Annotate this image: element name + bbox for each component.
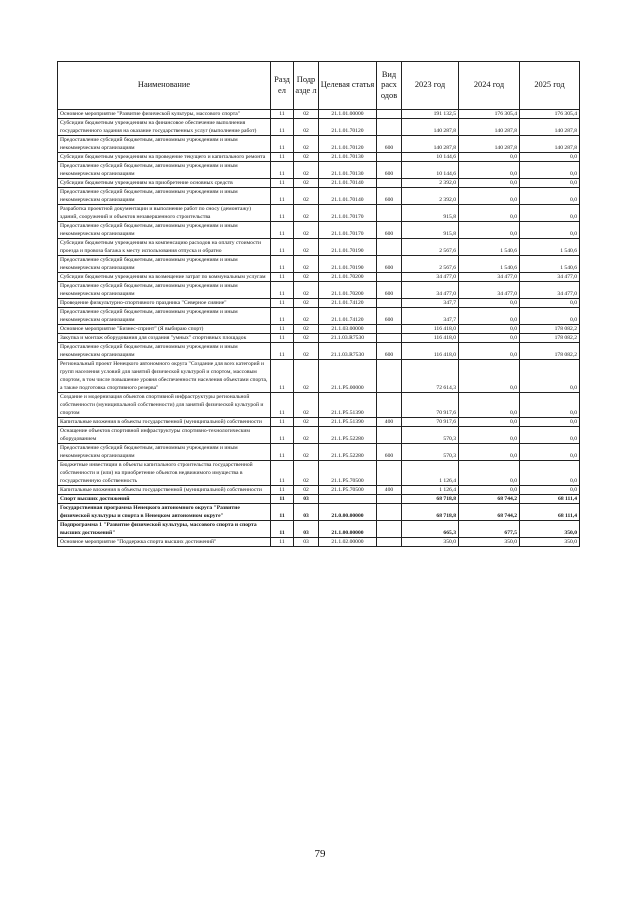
row-target-cell: 21.1.03.R7530 xyxy=(319,334,377,343)
col-header-expense-type: Вид расх одов xyxy=(377,62,402,110)
row-section-cell: 11 xyxy=(271,282,294,299)
row-2023-cell: 350,0 xyxy=(402,538,459,547)
row-expense-cell xyxy=(377,393,402,418)
row-subsection-cell: 02 xyxy=(294,179,319,188)
row-subsection-cell: 02 xyxy=(294,360,319,393)
row-target-cell: 21.1.P5.51390 xyxy=(319,418,377,427)
row-expense-cell: 400 xyxy=(377,486,402,495)
row-name-cell: Предоставление субсидий бюджетным, автономным учреждениям и иным некоммерческим организациям xyxy=(58,222,271,239)
table-row xyxy=(58,504,580,521)
row-name-cell: Капитальные вложения в объекты государственной (муниципальной) собственности xyxy=(58,418,271,427)
table-row xyxy=(58,486,580,495)
table-row xyxy=(58,444,580,461)
row-2024-cell: 0,0 xyxy=(459,486,520,495)
row-name-cell: Субсидии бюджетным учреждениям на проведение текущего и капитального ремонта xyxy=(58,153,271,162)
row-section-cell: 11 xyxy=(271,360,294,393)
budget-table-sheet xyxy=(57,61,579,547)
row-section-cell: 11 xyxy=(271,110,294,119)
row-section-cell: 11 xyxy=(271,504,294,521)
row-2024-cell: 140 287,8 xyxy=(459,119,520,136)
row-section-cell: 11 xyxy=(271,427,294,444)
row-name-cell: Закупка и монтаж оборудования для создания "умных" спортивных площадок xyxy=(58,334,271,343)
table-row xyxy=(58,427,580,444)
row-subsection-cell: 02 xyxy=(294,256,319,273)
row-2025-cell: 0,0 xyxy=(520,444,580,461)
table-row xyxy=(58,273,580,282)
row-2025-cell: 0,0 xyxy=(520,205,580,222)
row-2024-cell: 0,0 xyxy=(459,299,520,308)
row-name-cell: Бюджетные инвестиции в объекты капитального строительства государственной собственности и (или) на приобретение объектов недвижимого имущества в государственную собственность xyxy=(58,461,271,486)
row-name-cell: Предоставление субсидий бюджетным, автономным учреждениям и иным некоммерческим организациям xyxy=(58,136,271,153)
row-2024-cell: 0,0 xyxy=(459,179,520,188)
row-2023-cell: 570,3 xyxy=(402,444,459,461)
row-name-cell: Капитальные вложения в объекты государственной (муниципальной) собственности xyxy=(58,486,271,495)
row-section-cell: 11 xyxy=(271,444,294,461)
row-2023-cell: 140 287,8 xyxy=(402,119,459,136)
row-expense-cell: 600 xyxy=(377,162,402,179)
row-section-cell: 11 xyxy=(271,334,294,343)
row-2025-cell: 140 287,8 xyxy=(520,119,580,136)
row-subsection-cell: 02 xyxy=(294,110,319,119)
row-expense-cell: 600 xyxy=(377,343,402,360)
row-target-cell: 21.1.01.70130 xyxy=(319,153,377,162)
row-2023-cell: 34 477,0 xyxy=(402,273,459,282)
row-section-cell: 11 xyxy=(271,538,294,547)
row-2025-cell: 350,0 xyxy=(520,538,580,547)
row-2024-cell: 140 287,8 xyxy=(459,136,520,153)
table-row xyxy=(58,334,580,343)
row-subsection-cell: 02 xyxy=(294,444,319,461)
row-2024-cell: 34 477,0 xyxy=(459,282,520,299)
col-header-name: Наименование xyxy=(58,62,271,110)
row-target-cell: 21.1.01.70170 xyxy=(319,205,377,222)
row-2025-cell: 1 540,6 xyxy=(520,239,580,256)
page-number: 79 xyxy=(314,848,326,860)
row-expense-cell xyxy=(377,273,402,282)
row-subsection-cell: 02 xyxy=(294,239,319,256)
row-2023-cell: 665,3 xyxy=(402,521,459,538)
row-target-cell: 21.1.01.70140 xyxy=(319,179,377,188)
row-2025-cell: 0,0 xyxy=(520,188,580,205)
row-expense-cell: 600 xyxy=(377,136,402,153)
row-section-cell: 11 xyxy=(271,495,294,504)
row-section-cell: 11 xyxy=(271,162,294,179)
row-target-cell: 21.1.01.70120 xyxy=(319,136,377,153)
row-subsection-cell: 02 xyxy=(294,273,319,282)
table-row xyxy=(58,239,580,256)
row-2023-cell: 347,7 xyxy=(402,299,459,308)
row-2023-cell: 116 418,0 xyxy=(402,325,459,334)
row-2023-cell: 570,3 xyxy=(402,427,459,444)
row-subsection-cell: 02 xyxy=(294,136,319,153)
row-subsection-cell: 02 xyxy=(294,188,319,205)
table-row xyxy=(58,222,580,239)
row-name-cell: Субсидии бюджетным учреждениям на финансовое обеспечение выполнения государственного задания на оказание государственных услуг (выполнение работ) xyxy=(58,119,271,136)
row-2023-cell: 1 126,4 xyxy=(402,486,459,495)
row-expense-cell: 600 xyxy=(377,282,402,299)
row-2025-cell: 0,0 xyxy=(520,486,580,495)
row-subsection-cell: 02 xyxy=(294,325,319,334)
row-expense-cell xyxy=(377,325,402,334)
row-2023-cell: 2 392,0 xyxy=(402,188,459,205)
row-name-cell: Предоставление субсидий бюджетным, автономным учреждениям и иным некоммерческим организациям xyxy=(58,282,271,299)
row-2024-cell: 0,0 xyxy=(459,162,520,179)
row-2023-cell: 68 718,8 xyxy=(402,504,459,521)
row-section-cell: 11 xyxy=(271,179,294,188)
row-2024-cell: 0,0 xyxy=(459,444,520,461)
row-expense-cell xyxy=(377,179,402,188)
row-2024-cell: 0,0 xyxy=(459,222,520,239)
row-section-cell: 11 xyxy=(271,343,294,360)
row-2025-cell: 0,0 xyxy=(520,153,580,162)
row-expense-cell: 400 xyxy=(377,418,402,427)
row-target-cell xyxy=(319,495,377,504)
row-name-cell: Спорт высших достижений xyxy=(58,495,271,504)
row-2025-cell: 0,0 xyxy=(520,360,580,393)
row-2025-cell: 34 477,0 xyxy=(520,273,580,282)
row-2025-cell: 1 540,6 xyxy=(520,256,580,273)
row-target-cell: 21.0.00.00000 xyxy=(319,504,377,521)
row-subsection-cell: 02 xyxy=(294,205,319,222)
row-target-cell: 21.1.01.70170 xyxy=(319,222,377,239)
row-subsection-cell: 03 xyxy=(294,495,319,504)
row-subsection-cell: 03 xyxy=(294,538,319,547)
row-target-cell: 21.1.03.R7530 xyxy=(319,343,377,360)
row-target-cell: 21.1.02.00000 xyxy=(319,538,377,547)
row-2025-cell: 34 477,0 xyxy=(520,282,580,299)
row-2024-cell: 1 540,6 xyxy=(459,239,520,256)
row-2024-cell: 0,0 xyxy=(459,427,520,444)
row-2024-cell: 0,0 xyxy=(459,360,520,393)
row-name-cell: Оснащение объектов спортивной инфраструктуры спортивно-технологическим оборудованием xyxy=(58,427,271,444)
row-subsection-cell: 02 xyxy=(294,308,319,325)
row-target-cell: 21.1.01.70200 xyxy=(319,273,377,282)
row-name-cell: Предоставление субсидий бюджетным, автономным учреждениям и иным некоммерческим организациям xyxy=(58,444,271,461)
row-target-cell: 21.1.01.70200 xyxy=(319,282,377,299)
row-section-cell: 11 xyxy=(271,418,294,427)
row-name-cell: Разработка проектной документации и выполнение работ по сносу (демонтажу) зданий, сооружений и объектов незавершенного строительства xyxy=(58,205,271,222)
row-target-cell: 21.1.P5.51390 xyxy=(319,393,377,418)
row-section-cell: 11 xyxy=(271,119,294,136)
row-2023-cell: 116 418,0 xyxy=(402,334,459,343)
row-name-cell: Предоставление субсидий бюджетным, автономным учреждениям и иным некоммерческим организациям xyxy=(58,256,271,273)
row-target-cell: 21.1.01.74120 xyxy=(319,299,377,308)
row-target-cell: 21.1.P5.52280 xyxy=(319,427,377,444)
table-row xyxy=(58,179,580,188)
table-row xyxy=(58,538,580,547)
row-expense-cell xyxy=(377,461,402,486)
row-section-cell: 11 xyxy=(271,308,294,325)
table-row xyxy=(58,308,580,325)
row-name-cell: Подпрограмма 1 "Развитие физической культуры, массового спорта и спорта высших достижений" xyxy=(58,521,271,538)
row-expense-cell xyxy=(377,538,402,547)
col-header-target: Целевая статья xyxy=(319,62,377,110)
row-2023-cell: 116 418,0 xyxy=(402,343,459,360)
row-section-cell: 11 xyxy=(271,461,294,486)
row-target-cell: 21.1.01.70120 xyxy=(319,119,377,136)
row-expense-cell xyxy=(377,110,402,119)
row-2025-cell: 0,0 xyxy=(520,179,580,188)
row-section-cell: 11 xyxy=(271,299,294,308)
row-name-cell: Предоставление субсидий бюджетным, автономным учреждениям и иным некоммерческим организациям xyxy=(58,308,271,325)
row-subsection-cell: 03 xyxy=(294,504,319,521)
row-section-cell: 11 xyxy=(271,239,294,256)
col-header-section: Разд ел xyxy=(271,62,294,110)
row-name-cell: Проведение физкультурно-спортивного праздника "Северное сияние" xyxy=(58,299,271,308)
row-2023-cell: 70 917,6 xyxy=(402,393,459,418)
table-row xyxy=(58,205,580,222)
row-subsection-cell: 02 xyxy=(294,334,319,343)
table-row xyxy=(58,162,580,179)
table-row xyxy=(58,495,580,504)
row-target-cell: 21.1.01.70190 xyxy=(319,256,377,273)
row-expense-cell xyxy=(377,205,402,222)
table-row xyxy=(58,418,580,427)
row-section-cell: 11 xyxy=(271,486,294,495)
row-section-cell: 11 xyxy=(271,136,294,153)
row-expense-cell: 600 xyxy=(377,188,402,205)
row-expense-cell xyxy=(377,239,402,256)
row-2023-cell: 34 477,0 xyxy=(402,282,459,299)
row-name-cell: Основное мероприятие "Поддержка спорта высших достижений" xyxy=(58,538,271,547)
row-subsection-cell: 02 xyxy=(294,222,319,239)
row-2025-cell: 178 082,2 xyxy=(520,325,580,334)
row-2025-cell: 0,0 xyxy=(520,222,580,239)
row-section-cell: 11 xyxy=(271,222,294,239)
row-subsection-cell: 02 xyxy=(294,282,319,299)
row-name-cell: Создание и модернизация объектов спортивной инфраструктуры региональной собственности (муниципальной собственности) для занятий физической культурой и спортом xyxy=(58,393,271,418)
table-row xyxy=(58,110,580,119)
row-name-cell: Государственная программа Ненецкого автономного округа "Развитие физической культуры и спорта в Ненецком автономном округе" xyxy=(58,504,271,521)
row-expense-cell xyxy=(377,504,402,521)
row-2025-cell: 0,0 xyxy=(520,393,580,418)
row-target-cell: 21.1.P5.00000 xyxy=(319,360,377,393)
row-target-cell: 21.1.P5.70500 xyxy=(319,461,377,486)
row-2024-cell: 0,0 xyxy=(459,393,520,418)
row-expense-cell: 600 xyxy=(377,444,402,461)
row-2023-cell: 10 144,6 xyxy=(402,153,459,162)
row-target-cell: 21.1.01.70190 xyxy=(319,239,377,256)
table-row xyxy=(58,119,580,136)
row-2025-cell: 140 287,8 xyxy=(520,136,580,153)
row-subsection-cell: 02 xyxy=(294,393,319,418)
row-2024-cell: 0,0 xyxy=(459,188,520,205)
row-2025-cell: 178 082,2 xyxy=(520,343,580,360)
row-name-cell: Субсидии бюджетным учреждениям на компенсацию расходов на оплату стоимости проезда и провоза багажа к месту использования отпуска и обратно xyxy=(58,239,271,256)
row-2023-cell: 140 287,8 xyxy=(402,136,459,153)
row-section-cell: 11 xyxy=(271,273,294,282)
row-target-cell: 21.1.00.00000 xyxy=(319,521,377,538)
row-2025-cell: 68 111,4 xyxy=(520,504,580,521)
row-section-cell: 11 xyxy=(271,188,294,205)
row-2023-cell: 70 917,6 xyxy=(402,418,459,427)
row-name-cell: Основное мероприятие "Развитие физической культуры, массового спорта" xyxy=(58,110,271,119)
row-2024-cell: 68 744,2 xyxy=(459,495,520,504)
row-2023-cell: 2 567,6 xyxy=(402,256,459,273)
row-section-cell: 11 xyxy=(271,393,294,418)
row-name-cell: Субсидии бюджетным учреждениям на возмещение затрат по коммунальным услугам xyxy=(58,273,271,282)
row-2024-cell: 0,0 xyxy=(459,461,520,486)
row-2024-cell: 0,0 xyxy=(459,205,520,222)
row-expense-cell xyxy=(377,495,402,504)
row-subsection-cell: 02 xyxy=(294,343,319,360)
row-subsection-cell: 02 xyxy=(294,461,319,486)
row-name-cell: Субсидии бюджетным учреждениям на приобретение основных средств xyxy=(58,179,271,188)
row-target-cell: 21.1.03.00000 xyxy=(319,325,377,334)
row-expense-cell xyxy=(377,119,402,136)
row-2023-cell: 10 144,6 xyxy=(402,162,459,179)
row-2024-cell: 0,0 xyxy=(459,153,520,162)
table-row xyxy=(58,393,580,418)
row-expense-cell xyxy=(377,360,402,393)
row-2025-cell: 0,0 xyxy=(520,461,580,486)
table-header-row xyxy=(58,62,580,110)
row-2023-cell: 191 132,5 xyxy=(402,110,459,119)
row-subsection-cell: 02 xyxy=(294,418,319,427)
row-subsection-cell: 03 xyxy=(294,521,319,538)
col-header-2023: 2023 год xyxy=(402,62,459,110)
row-expense-cell: 600 xyxy=(377,222,402,239)
row-2025-cell: 176 305,4 xyxy=(520,110,580,119)
row-2025-cell: 0,0 xyxy=(520,418,580,427)
row-2024-cell: 0,0 xyxy=(459,308,520,325)
row-expense-cell: 600 xyxy=(377,256,402,273)
table-row xyxy=(58,282,580,299)
row-2023-cell: 2 567,6 xyxy=(402,239,459,256)
table-row xyxy=(58,299,580,308)
table-row xyxy=(58,360,580,393)
row-2024-cell: 68 744,2 xyxy=(459,504,520,521)
row-expense-cell xyxy=(377,299,402,308)
row-2023-cell: 68 718,8 xyxy=(402,495,459,504)
row-section-cell: 11 xyxy=(271,153,294,162)
table-row xyxy=(58,343,580,360)
table-row xyxy=(58,188,580,205)
col-header-subsection: Подр азде л xyxy=(294,62,319,110)
row-subsection-cell: 02 xyxy=(294,427,319,444)
row-expense-cell xyxy=(377,334,402,343)
row-subsection-cell: 02 xyxy=(294,486,319,495)
row-target-cell: 21.1.01.00000 xyxy=(319,110,377,119)
row-2023-cell: 2 392,0 xyxy=(402,179,459,188)
row-name-cell: Предоставление субсидий бюджетным, автономным учреждениям и иным некоммерческим организациям xyxy=(58,188,271,205)
row-2023-cell: 915,8 xyxy=(402,222,459,239)
row-target-cell: 21.1.P5.70500 xyxy=(319,486,377,495)
row-expense-cell xyxy=(377,521,402,538)
row-name-cell: Основное мероприятие "Бизнес-спринт" (Я выбираю спорт) xyxy=(58,325,271,334)
row-target-cell: 21.1.01.70140 xyxy=(319,188,377,205)
row-expense-cell: 600 xyxy=(377,308,402,325)
row-2023-cell: 915,8 xyxy=(402,205,459,222)
row-2025-cell: 68 111,4 xyxy=(520,495,580,504)
row-target-cell: 21.1.P5.52280 xyxy=(319,444,377,461)
row-subsection-cell: 02 xyxy=(294,299,319,308)
row-section-cell: 11 xyxy=(271,325,294,334)
row-subsection-cell: 02 xyxy=(294,119,319,136)
row-section-cell: 11 xyxy=(271,205,294,222)
row-2024-cell: 1 540,6 xyxy=(459,256,520,273)
row-2023-cell: 347,7 xyxy=(402,308,459,325)
row-2025-cell: 0,0 xyxy=(520,427,580,444)
row-expense-cell xyxy=(377,153,402,162)
table-row xyxy=(58,521,580,538)
table-row xyxy=(58,136,580,153)
row-2025-cell: 178 082,2 xyxy=(520,334,580,343)
row-2025-cell: 0,0 xyxy=(520,299,580,308)
row-2025-cell: 0,0 xyxy=(520,308,580,325)
row-2023-cell: 1 126,4 xyxy=(402,461,459,486)
row-2024-cell: 0,0 xyxy=(459,418,520,427)
row-2024-cell: 677,5 xyxy=(459,521,520,538)
col-header-2025: 2025 год xyxy=(520,62,580,110)
budget-table xyxy=(57,61,580,547)
row-2024-cell: 0,0 xyxy=(459,343,520,360)
row-2024-cell: 176 305,4 xyxy=(459,110,520,119)
row-subsection-cell: 02 xyxy=(294,153,319,162)
row-2024-cell: 0,0 xyxy=(459,334,520,343)
col-header-2024: 2024 год xyxy=(459,62,520,110)
row-section-cell: 11 xyxy=(271,521,294,538)
row-subsection-cell: 02 xyxy=(294,162,319,179)
row-name-cell: Региональный проект Ненецкого автономного округа "Создание для всех категорий и групп населения условий для занятий физической культурой и спортом, массовым спортом, в том числе повышение уровня обеспеченности населения объектами спорта, а также подготовка спортивного резерва" xyxy=(58,360,271,393)
row-2024-cell: 34 477,0 xyxy=(459,273,520,282)
row-expense-cell xyxy=(377,427,402,444)
row-section-cell: 11 xyxy=(271,256,294,273)
table-row xyxy=(58,325,580,334)
row-2025-cell: 350,0 xyxy=(520,521,580,538)
table-row xyxy=(58,461,580,486)
row-2024-cell: 350,0 xyxy=(459,538,520,547)
table-row xyxy=(58,256,580,273)
row-2023-cell: 72 614,3 xyxy=(402,360,459,393)
row-name-cell: Предоставление субсидий бюджетным, автономным учреждениям и иным некоммерческим организациям xyxy=(58,343,271,360)
row-target-cell: 21.1.01.70130 xyxy=(319,162,377,179)
row-2025-cell: 0,0 xyxy=(520,162,580,179)
row-2024-cell: 0,0 xyxy=(459,325,520,334)
table-row xyxy=(58,153,580,162)
table-body xyxy=(58,110,580,547)
row-target-cell: 21.1.01.74120 xyxy=(319,308,377,325)
row-name-cell: Предоставление субсидий бюджетным, автономным учреждениям и иным некоммерческим организациям xyxy=(58,162,271,179)
